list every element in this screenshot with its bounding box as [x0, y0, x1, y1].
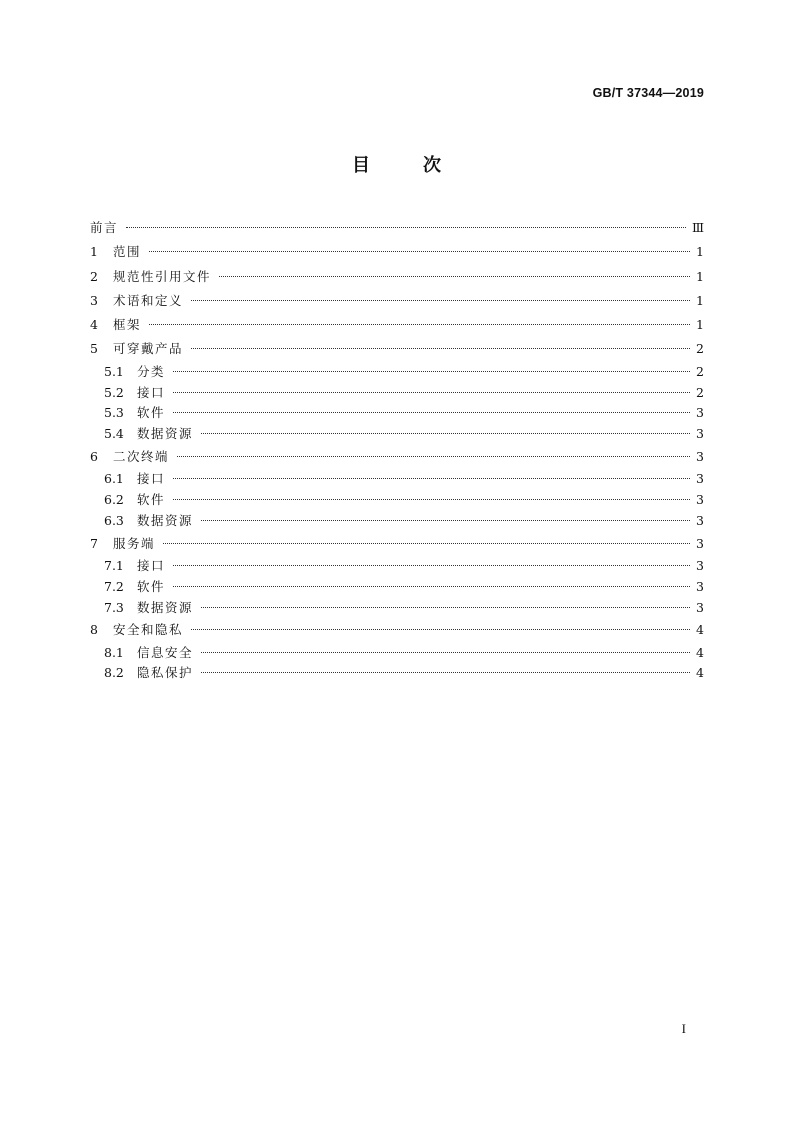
toc-entry[interactable] — [90, 337, 704, 361]
toc-entry-number: 5.1 — [104, 363, 124, 379]
toc-dot-leader — [173, 565, 690, 566]
toc-entry-label: 软件 — [137, 578, 166, 594]
toc-entry-page: 3 — [696, 471, 704, 487]
toc-dot-leader — [191, 629, 690, 630]
standard-code: GB/T 37344—2019 — [592, 86, 704, 100]
toc-dot-leader — [149, 251, 690, 252]
toc-entry[interactable] — [90, 289, 704, 313]
toc-entry[interactable] — [90, 383, 704, 404]
toc-entry-page: 3 — [696, 599, 704, 615]
toc-dot-leader — [177, 456, 690, 457]
toc-entry[interactable] — [90, 618, 704, 642]
toc-entry-label: 范围 — [113, 244, 142, 260]
toc-dot-leader — [173, 586, 690, 587]
toc-entry[interactable] — [90, 577, 704, 598]
toc-entry[interactable] — [90, 424, 704, 445]
toc-entry[interactable] — [90, 490, 704, 511]
toc-dot-leader — [126, 227, 686, 228]
toc-entry-label: 接口 — [137, 471, 166, 487]
toc-entry-label: 二次终端 — [113, 448, 170, 464]
toc-entry-number: 6.2 — [104, 492, 124, 508]
toc-entry-label: 软件 — [137, 405, 166, 421]
toc-entry-page: 3 — [696, 535, 704, 551]
toc-entry-number: 7.1 — [104, 557, 124, 573]
toc-entry-page: 2 — [696, 384, 704, 400]
toc-entry-page: 1 — [696, 268, 704, 284]
toc-entry-number: 5.3 — [104, 405, 124, 421]
title-char-2: 次 — [423, 155, 442, 176]
toc-entry-number: 5 — [90, 341, 98, 357]
toc-entry[interactable] — [90, 216, 704, 240]
toc-entry-label: 数据资源 — [137, 426, 194, 442]
toc-entry[interactable] — [90, 511, 704, 532]
toc-entry-label: 接口 — [137, 557, 166, 573]
toc-entry-label: 信息安全 — [137, 644, 194, 660]
toc-entry-number: 6.1 — [104, 471, 124, 487]
toc-entry-label: 框架 — [113, 317, 142, 333]
toc-entry[interactable] — [90, 265, 704, 289]
toc-entry-label: 隐私保护 — [137, 665, 194, 681]
toc-dot-leader — [163, 543, 690, 544]
toc-entry-label: 安全和隐私 — [113, 622, 184, 638]
toc-entry-page: Ⅲ — [691, 220, 704, 235]
toc-entry-page: 4 — [696, 644, 704, 660]
toc-entry-page: 4 — [696, 665, 704, 681]
toc-entry-page: 3 — [696, 557, 704, 573]
toc-entry-number: 6.3 — [104, 512, 124, 528]
toc-entry-number: 3 — [90, 292, 98, 308]
toc-dot-leader — [219, 276, 690, 277]
toc-dot-leader — [149, 324, 690, 325]
toc-dot-leader — [201, 672, 690, 673]
toc-entry-label: 接口 — [137, 384, 166, 400]
toc-entry-page: 3 — [696, 448, 704, 464]
toc-entry-page: 4 — [696, 622, 704, 638]
toc-entry-number: 4 — [90, 317, 98, 333]
toc-entry-page: 3 — [696, 492, 704, 508]
toc-entry-number: 6 — [90, 448, 98, 464]
toc-entry[interactable] — [90, 469, 704, 490]
toc-entry[interactable] — [90, 362, 704, 383]
toc-entry-page: 1 — [696, 292, 704, 308]
toc-entry-number: 5.4 — [104, 426, 124, 442]
toc-entry[interactable] — [90, 240, 704, 264]
toc-entry-number: 5.2 — [104, 384, 124, 400]
page-number: I — [681, 1021, 686, 1036]
toc-entry-number: 7.2 — [104, 578, 124, 594]
toc-entry[interactable] — [90, 643, 704, 664]
page-title — [0, 151, 794, 177]
table-of-contents — [90, 216, 704, 684]
toc-entry[interactable] — [90, 663, 704, 684]
toc-entry-label: 服务端 — [113, 535, 156, 551]
toc-entry[interactable] — [90, 556, 704, 577]
toc-entry-label: 数据资源 — [137, 599, 194, 615]
toc-entry-number: 8.2 — [104, 665, 124, 681]
toc-dot-leader — [191, 300, 690, 301]
toc-entry-page: 2 — [696, 341, 704, 357]
toc-entry-page: 2 — [696, 363, 704, 379]
toc-entry-number: 7.3 — [104, 599, 124, 615]
toc-entry-label: 前言 — [90, 220, 119, 235]
toc-dot-leader — [173, 412, 690, 413]
toc-entry-page: 3 — [696, 426, 704, 442]
toc-entry-label: 规范性引用文件 — [113, 268, 212, 284]
toc-entry-number: 8 — [90, 622, 98, 638]
toc-entry-number: 8.1 — [104, 644, 124, 660]
toc-entry-page: 3 — [696, 578, 704, 594]
toc-dot-leader — [201, 607, 690, 608]
toc-entry[interactable] — [90, 598, 704, 619]
toc-entry[interactable] — [90, 532, 704, 556]
toc-entry[interactable] — [90, 445, 704, 469]
toc-entry-label: 分类 — [137, 363, 166, 379]
toc-entry-label: 可穿戴产品 — [113, 341, 184, 357]
toc-dot-leader — [173, 371, 690, 372]
toc-entry[interactable] — [90, 403, 704, 424]
toc-entry-number: 2 — [90, 268, 98, 284]
toc-entry-page: 3 — [696, 405, 704, 421]
toc-entry-page: 1 — [696, 317, 704, 333]
toc-dot-leader — [191, 348, 690, 349]
title-char-1: 目 — [352, 155, 371, 176]
toc-dot-leader — [201, 433, 690, 434]
toc-entry[interactable] — [90, 313, 704, 337]
toc-entry-label: 软件 — [137, 492, 166, 508]
toc-entry-number: 7 — [90, 535, 98, 551]
toc-entry-page: 1 — [696, 244, 704, 260]
toc-entry-page: 3 — [696, 512, 704, 528]
toc-dot-leader — [173, 499, 690, 500]
toc-entry-label: 术语和定义 — [113, 292, 184, 308]
toc-entry-number: 1 — [90, 244, 98, 260]
toc-dot-leader — [201, 652, 690, 653]
toc-dot-leader — [201, 520, 690, 521]
toc-entry-label: 数据资源 — [137, 512, 194, 528]
toc-dot-leader — [173, 478, 690, 479]
toc-dot-leader — [173, 392, 690, 393]
